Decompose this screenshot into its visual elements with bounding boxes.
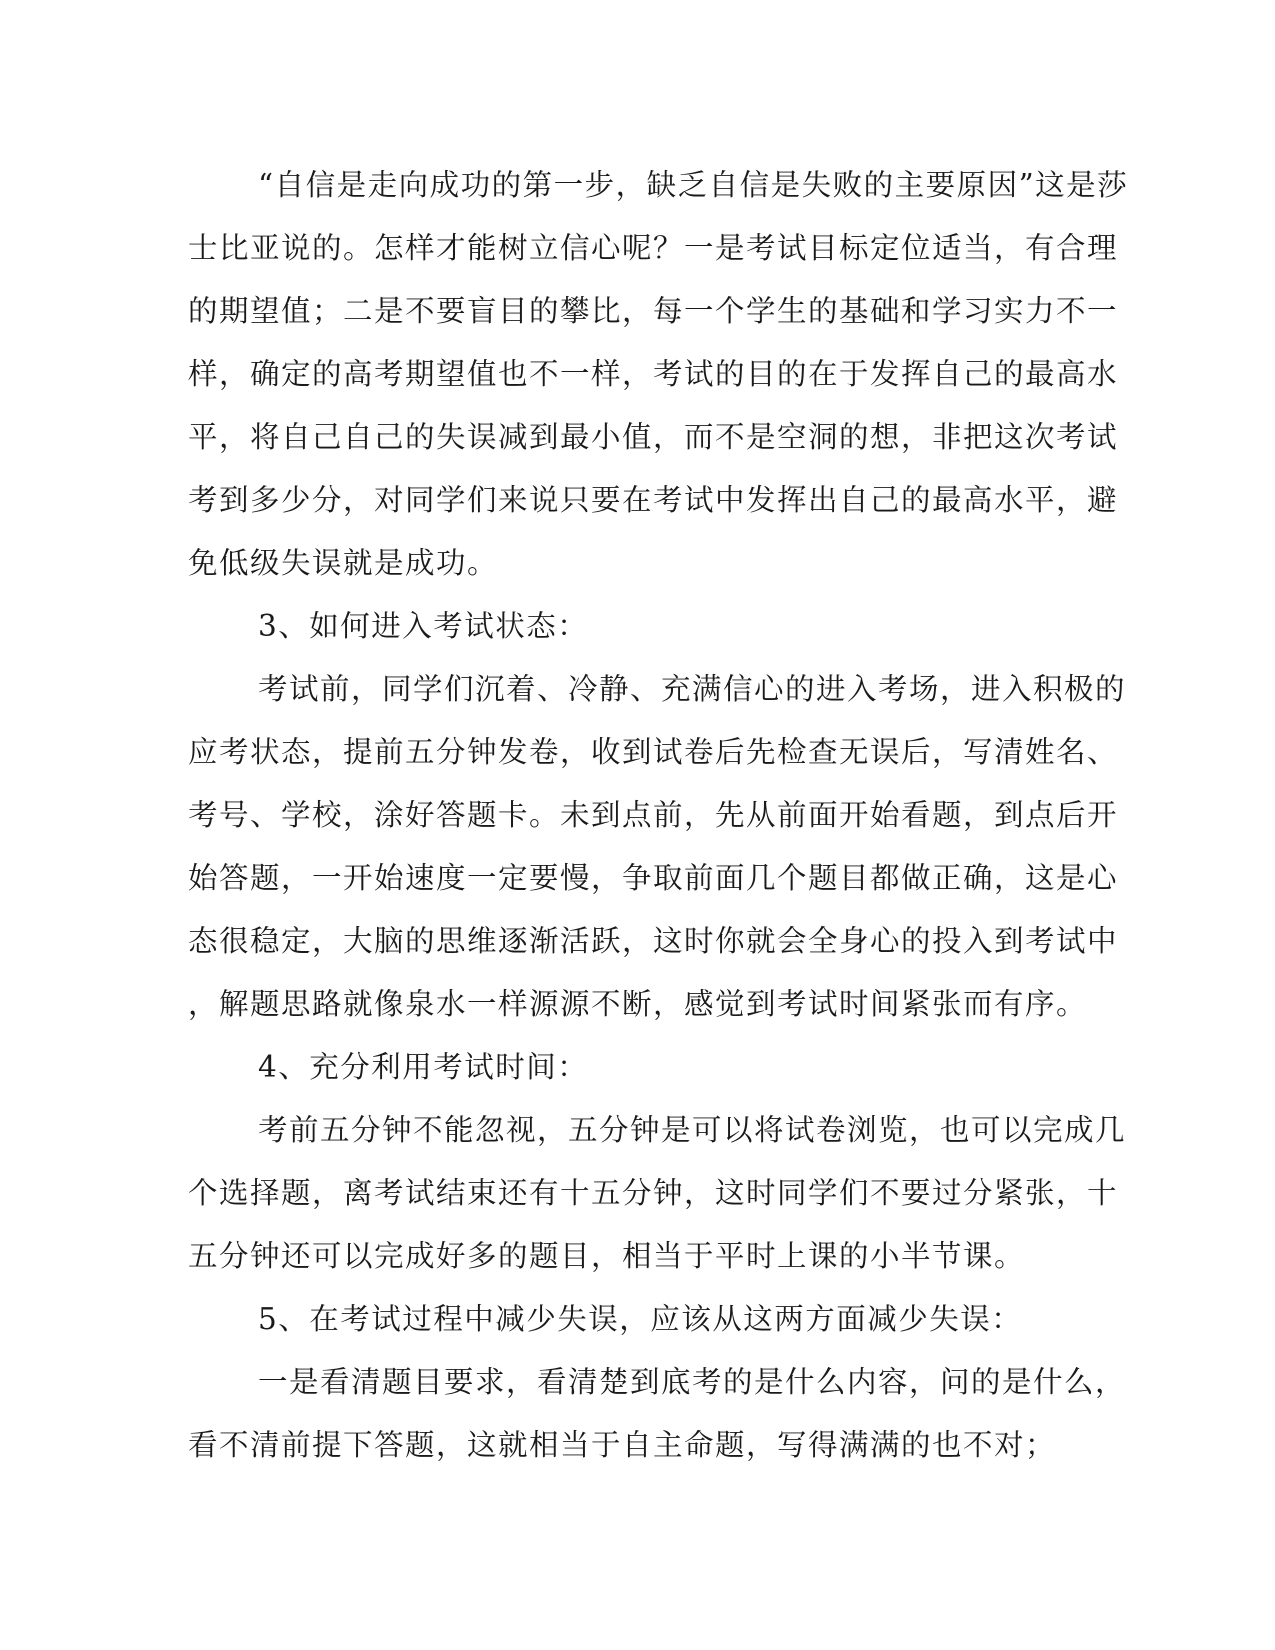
text-line: 考号、学校，涂好答题卡。未到点前，先从前面开始看题，到点后开: [188, 798, 1119, 832]
section-heading-4: 4、充分利用考试时间：: [258, 1050, 589, 1084]
text-line: 应考状态，提前五分钟发卷，收到试卷后先检查无误后，写清姓名、: [188, 735, 1119, 769]
text-line: 的期望值；二是不要盲目的攀比，每一个学生的基础和学习实力不一: [188, 294, 1119, 328]
text-line: “自信是走向成功的第一步，缺乏自信是失败的主要原因”这是莎: [258, 168, 1129, 202]
document-body: [188, 160, 1129, 1483]
text-line: 考前五分钟不能忽视，五分钟是可以将试卷浏览，也可以完成几: [258, 1113, 1127, 1147]
text-line: 士比亚说的。怎样才能树立信心呢？一是考试目标定位适当，有合理: [188, 231, 1119, 265]
text-line: 样，确定的高考期望值也不一样，考试的目的在于发挥自己的最高水: [188, 357, 1119, 391]
text-line: ，解题思路就像泉水一样源源不断，感觉到考试时间紧张而有序。: [188, 987, 1088, 1021]
text-line: 考到多少分，对同学们来说只要在考试中发挥出自己的最高水平，避: [188, 483, 1119, 517]
text-line: 五分钟还可以完成好多的题目，相当于平时上课的小半节课。: [188, 1239, 1026, 1273]
text-line: 免低级失误就是成功。: [188, 546, 499, 580]
text-line: 考试前，同学们沉着、冷静、充满信心的进入考场，进入积极的: [258, 672, 1127, 706]
text-line: 平，将自己自己的失误减到最小值，而不是空洞的想，非把这次考试: [188, 420, 1119, 454]
text-line: 始答题，一开始速度一定要慢，争取前面几个题目都做正确，这是心: [188, 861, 1119, 895]
section-heading-3: 3、如何进入考试状态：: [258, 609, 589, 643]
section-heading-5: 5、在考试过程中减少失误，应该从这两方面减少失误：: [258, 1302, 1023, 1336]
text-line: 一是看清题目要求，看清楚到底考的是什么内容，问的是什么，: [258, 1365, 1127, 1399]
text-line: 看不清前提下答题，这就相当于自主命题，写得满满的也不对；: [188, 1428, 1057, 1462]
text-line: 态很稳定，大脑的思维逐渐活跃，这时你就会全身心的投入到考试中: [188, 924, 1119, 958]
text-line: 个选择题，离考试结束还有十五分钟，这时同学们不要过分紧张，十: [188, 1176, 1119, 1210]
